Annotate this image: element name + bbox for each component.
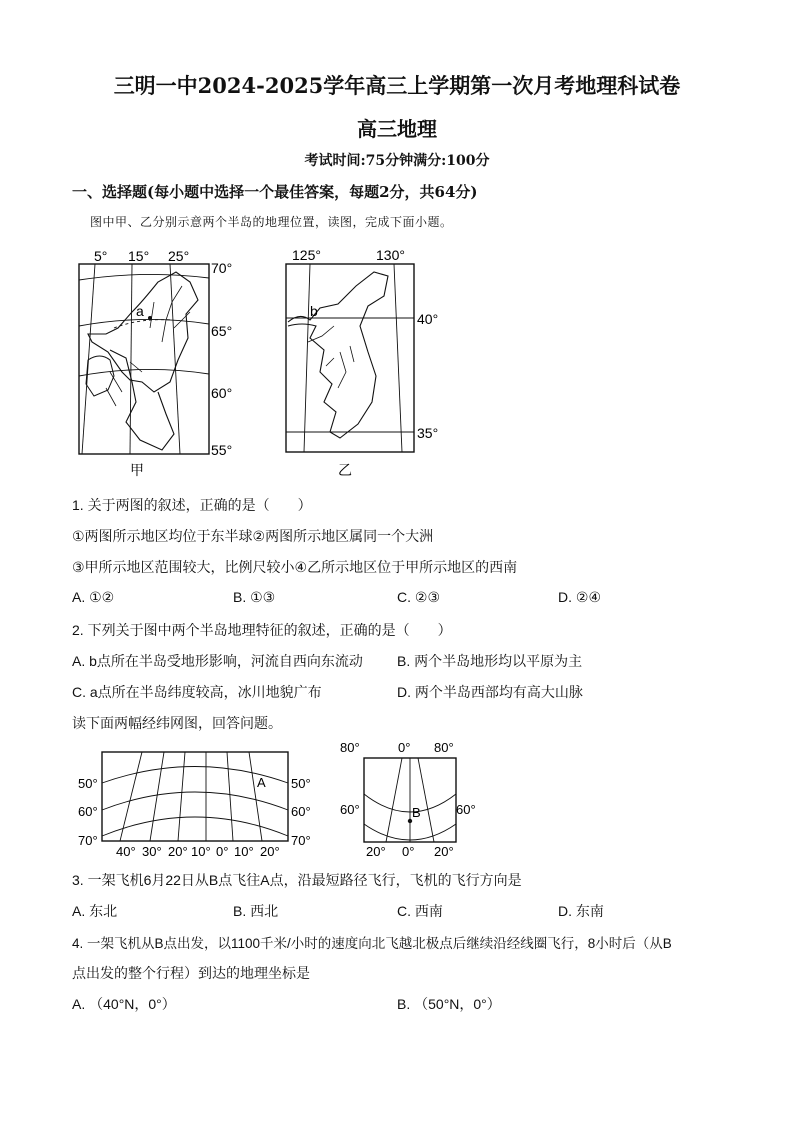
q2-option-a: A. b点所在半岛受地形影响，河流自西向东流动	[72, 653, 363, 669]
q3-option-d: D. 东南	[558, 903, 604, 919]
q3-option-a: A. 东北	[72, 903, 118, 919]
map-yi-lon-label: 125°	[292, 247, 321, 263]
graticule-left	[72, 744, 322, 860]
q3-option-b: B. 西北	[233, 903, 279, 919]
graticule-left-lon-label: 10°	[191, 844, 211, 859]
q3-stem: 3. 一架飞机6月22日从B点飞往A点，沿最短路径飞行，飞机的飞行方向是	[72, 872, 522, 888]
graticule-left-lon-label: 40°	[116, 844, 136, 859]
q4-option-a: A. （40°N，0°）	[72, 996, 176, 1012]
q3-option-c: C. 西南	[397, 903, 443, 919]
q2-option-c: C. a点所在半岛纬度较高，冰川地貌广布	[72, 684, 322, 700]
q2-stem: 2. 下列关于图中两个半岛地理特征的叙述，正确的是（ ）	[72, 622, 452, 638]
map-yi-lon-label: 130°	[376, 247, 405, 263]
graticule-left-lat-label: 50°	[291, 776, 311, 791]
graticule-right-lon-label: 0°	[398, 740, 411, 755]
graticule-right-lon-label: 0°	[402, 844, 415, 859]
map-jia-caption: 甲	[130, 462, 144, 478]
graticule-right-lon-label: 80°	[434, 740, 454, 755]
graticule-left-lat-label: 70°	[291, 833, 311, 848]
graticule-left-lon-label: 10°	[234, 844, 254, 859]
map-jia-lat-label: 60°	[211, 385, 233, 401]
graticule-right-lat-label: 60°	[340, 802, 360, 817]
exam-subtitle: 高三地理	[357, 117, 437, 141]
q4-option-b: B. （50°N，0°）	[397, 996, 501, 1012]
graticule-right-point-b: B	[412, 805, 421, 820]
map-jia	[70, 242, 250, 482]
graticule-left-lon-label: 30°	[142, 844, 162, 859]
section-heading: 一、选择题(每小题中选择一个最佳答案，每题2分，共64分)	[72, 183, 478, 201]
map-yi-lat-label: 35°	[417, 425, 439, 441]
graticule-left-lat-label: 60°	[78, 804, 98, 819]
map-jia-lat-label: 70°	[211, 260, 233, 276]
question-intro: 图中甲、乙分别示意两个半岛的地理位置，读图，完成下面小题。	[90, 215, 453, 229]
map-jia-point-a: a	[136, 303, 144, 319]
q4-stem-continued: 点出发的整个行程）到达的地理坐标是	[72, 965, 310, 981]
exam-title: 三明一中2024-2025学年高三上学期第一次月考地理科试卷	[113, 73, 681, 98]
graticule-right-lon-label: 20°	[366, 844, 386, 859]
graticule-right-lon-label: 80°	[340, 740, 360, 755]
graticule-left-lon-label: 20°	[168, 844, 188, 859]
graticule-left-point-a: A	[257, 775, 266, 790]
map-jia-lon-label: 25°	[168, 248, 190, 264]
q1-stem: 1. 关于两图的叙述，正确的是（ ）	[72, 497, 312, 513]
graticule-right	[336, 738, 486, 860]
map-yi-point-b: b	[310, 303, 318, 319]
graticule-right-lat-label: 60°	[456, 802, 476, 817]
q1-statement-line: ③甲所示地区范围较大，比例尺较小④乙所示地区位于甲所示地区的西南	[72, 559, 518, 575]
map-jia-lat-label: 55°	[211, 442, 233, 458]
map-jia-lon-label: 5°	[94, 248, 108, 264]
graticule-left-lon-label: 20°	[260, 844, 280, 859]
q4-stem: 4. 一架飞机从B点出发，以1100千米/小时的速度向北飞越北极点后继续沿经线圈飞行，8小时后（从B	[72, 936, 672, 951]
graticule-left-lat-label: 70°	[78, 833, 98, 848]
q1-option-c: C. ②③	[397, 589, 440, 605]
q1-option-b: B. ①③	[233, 589, 276, 605]
map-yi	[280, 242, 450, 482]
map-yi-caption: 乙	[338, 462, 352, 478]
q1-option-a: A. ①②	[72, 589, 115, 605]
exam-meta: 考试时间:75分钟满分:100分	[304, 153, 490, 169]
q2-option-b: B. 两个半岛地形均以平原为主	[397, 653, 583, 669]
map-yi-lat-label: 40°	[417, 311, 439, 327]
reading-instruction: 读下面两幅经纬网图，回答问题。	[72, 715, 282, 731]
map-jia-lat-label: 65°	[211, 323, 233, 339]
graticule-left-lat-label: 50°	[78, 776, 98, 791]
q2-option-d: D. 两个半岛西部均有高大山脉	[397, 684, 583, 700]
graticule-left-lat-label: 60°	[291, 804, 311, 819]
q1-option-d: D. ②④	[558, 589, 601, 605]
graticule-right-lon-label: 20°	[434, 844, 454, 859]
map-jia-lon-label: 15°	[128, 248, 150, 264]
q1-statement-line: ①两图所示地区均位于东半球②两图所示地区属同一个大洲	[72, 528, 434, 544]
graticule-left-lon-label: 0°	[216, 844, 229, 859]
